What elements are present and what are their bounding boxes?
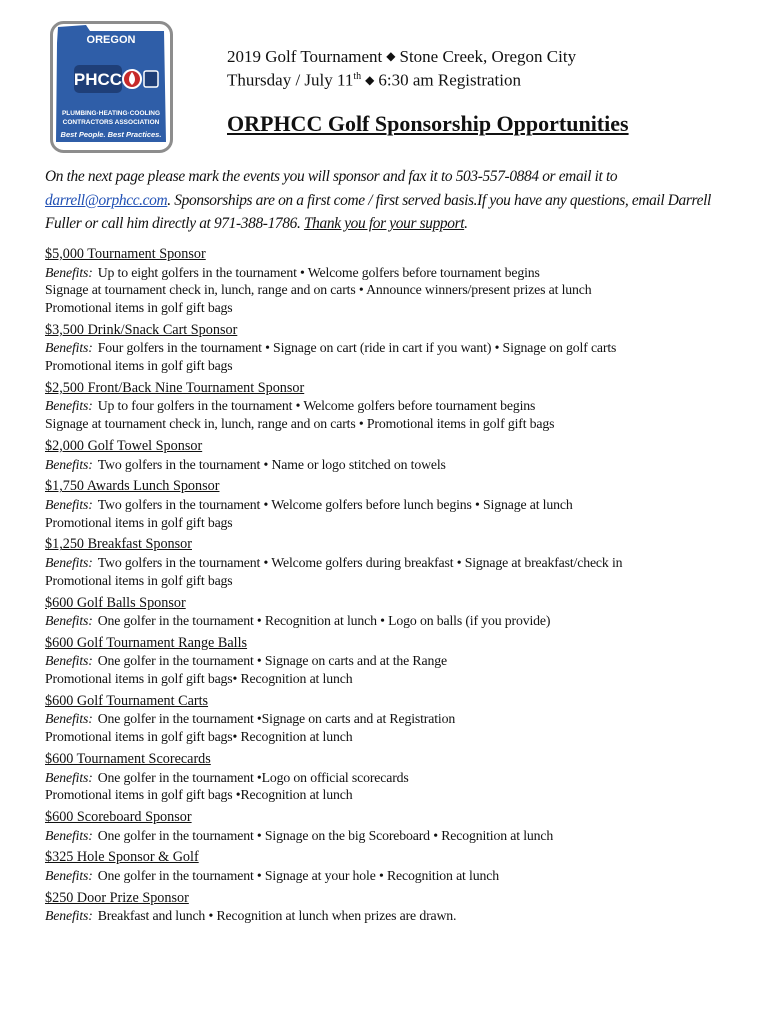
sponsor-benefits: [45, 827, 745, 845]
intro-paragraph: [45, 165, 735, 236]
benefits-label: Benefits:: [45, 827, 93, 843]
sponsor-benefit-continued: Promotional items in golf gift bags: [45, 514, 233, 530]
sponsor-benefits: [45, 652, 745, 670]
benefits-text: One golfer in the tournament • Recognition at lunch • Logo on balls (if you provide): [97, 613, 551, 629]
benefits-label: Benefits:: [45, 613, 93, 629]
sponsor-entry: [45, 809, 745, 844]
sponsor-benefits: [45, 456, 745, 474]
sponsor-entry: [45, 478, 745, 531]
sponsor-title: $600 Tournament Scorecards: [45, 751, 211, 768]
sponsor-entry: [45, 595, 745, 630]
sponsor-benefit-continued: Promotional items in golf gift bags• Recognition at lunch: [45, 671, 353, 687]
sponsor-benefit-continued: Signage at tournament check in, lunch, range and on carts • Promotional items in golf gift bags: [45, 416, 555, 432]
event-location: Stone Creek, Oregon City: [399, 47, 577, 66]
sponsor-entry: [45, 751, 745, 804]
sponsor-benefits: [45, 867, 745, 885]
sponsor-benefits: [45, 397, 745, 415]
event-date: Thursday / July 11: [227, 70, 354, 90]
sponsor-title: $3,500 Drink/Snack Cart Sponsor: [45, 321, 238, 338]
sponsor-entry: [45, 438, 745, 473]
benefits-text: One golfer in the tournament • Signage at your hole • Recognition at lunch: [97, 867, 499, 883]
benefits-text: One golfer in the tournament •Logo on official scorecards: [97, 769, 409, 785]
benefits-text: Two golfers in the tournament • Name or logo stitched on towels: [97, 456, 446, 472]
diamond-bullet-icon: ◆: [365, 72, 375, 87]
benefits-text: Two golfers in the tournament • Welcome golfers during breakfast • Signage at breakfast/check in: [97, 554, 623, 570]
sponsor-benefit-continued: Promotional items in golf gift bags: [45, 358, 233, 374]
sponsor-benefit-continued: Promotional items in golf gift bags: [45, 572, 233, 588]
intro-text-3: Fuller or call him directly at 971-388-1786.: [45, 215, 301, 232]
diamond-bullet-icon: ◆: [386, 49, 396, 63]
logo-org-line2: CONTRACTORS ASSOCIATION: [62, 119, 160, 126]
benefits-text: Four golfers in the tournament • Signage on cart (ride in cart if you want) • Signage on golf carts: [97, 340, 617, 356]
sponsor-title: $2,000 Golf Towel Sponsor: [45, 438, 203, 455]
sponsor-benefits: [45, 907, 745, 925]
benefits-label: Benefits:: [45, 340, 93, 356]
sponsor-title: $5,000 Tournament Sponsor: [45, 246, 206, 262]
sponsor-benefit-continued: Signage at tournament check in, lunch, range and on carts • Announce winners/present prizes at lunch: [45, 282, 592, 298]
sponsor-benefits: [45, 264, 745, 282]
sponsor-entry: [45, 849, 745, 884]
intro-text-2: . Sponsorships are on a first come / first served basis.If you have any questions, email Darrell: [167, 191, 711, 209]
logo-org-line1: PLUMBING·HEATING·COOLING: [61, 110, 161, 117]
sponsor-title: $600 Golf Balls Sponsor: [45, 594, 186, 611]
sponsor-benefits: [45, 612, 745, 630]
sponsor-entry: [45, 635, 745, 688]
logo-state-label: OREGON: [86, 34, 136, 46]
event-date-suffix: th: [353, 71, 362, 82]
intro-text-1: On the next page please mark the events you will sponsor and fax it to 503-557-0884 or email it to: [45, 168, 618, 185]
sponsor-benefits: [45, 496, 745, 514]
page-title: ORPHCC Golf Sponsorship Opportunities: [227, 110, 629, 136]
benefits-label: Benefits:: [45, 653, 93, 669]
sponsor-list: [45, 246, 745, 930]
sponsor-benefits: [45, 554, 745, 572]
benefits-label: Benefits:: [45, 711, 93, 727]
event-line: [227, 46, 747, 67]
benefits-label: Benefits:: [45, 867, 93, 883]
sponsor-title: $600 Golf Tournament Range Balls: [45, 634, 248, 651]
orphcc-logo: [50, 21, 173, 153]
sponsor-entry: [45, 380, 745, 433]
document-header: [227, 46, 747, 137]
benefits-label: Benefits:: [45, 456, 93, 472]
benefits-label: Benefits:: [45, 908, 93, 924]
sponsor-entry: [45, 246, 745, 317]
sponsor-benefit-continued: Promotional items in golf gift bags: [45, 300, 233, 316]
benefits-label: Benefits:: [45, 769, 93, 785]
sponsor-benefit-continued: Promotional items in golf gift bags •Recognition at lunch: [45, 787, 353, 803]
thank-you-text: Thank you for your support: [303, 215, 465, 232]
sponsor-entry: [45, 693, 745, 746]
email-link[interactable]: darrell@orphcc.com: [45, 191, 168, 209]
sponsor-title: $1,250 Breakfast Sponsor: [45, 536, 192, 553]
benefits-text: One golfer in the tournament •Signage on carts and at Registration: [97, 711, 456, 727]
logo-acronym: PHCC: [73, 70, 123, 89]
sponsor-benefits: [45, 769, 745, 787]
sponsor-title: $600 Scoreboard Sponsor: [45, 809, 192, 826]
benefits-label: Benefits:: [45, 554, 93, 570]
sponsor-benefits: [45, 710, 745, 728]
sponsor-title: $600 Golf Tournament Carts: [45, 692, 209, 709]
benefits-text: Breakfast and lunch • Recognition at lunch when prizes are drawn.: [97, 908, 457, 924]
sponsor-title: $2,500 Front/Back Nine Tournament Sponsor: [45, 379, 305, 396]
logo-tagline: Best People. Best Practices.: [60, 130, 162, 139]
event-name: 2019 Golf Tournament: [227, 47, 383, 66]
sponsor-benefit-continued: Promotional items in golf gift bags• Recognition at lunch: [45, 729, 353, 745]
sponsor-entry: [45, 536, 745, 589]
sponsor-title: $325 Hole Sponsor & Golf: [45, 849, 199, 866]
sponsor-title: $250 Door Prize Sponsor: [45, 889, 189, 906]
benefits-label: Benefits:: [45, 398, 93, 414]
benefits-text: One golfer in the tournament • Signage on the big Scoreboard • Recognition at lunch: [97, 827, 554, 843]
sponsor-title: $1,750 Awards Lunch Sponsor: [45, 478, 220, 495]
benefits-text: Two golfers in the tournament • Welcome golfers before lunch begins • Signage at lunch: [97, 496, 573, 512]
intro-end: .: [464, 215, 468, 232]
benefits-text: One golfer in the tournament • Signage on carts and at the Range: [97, 653, 447, 669]
sponsor-entry: [45, 322, 745, 375]
benefits-text: Up to eight golfers in the tournament • Welcome golfers before tournament begins: [97, 264, 540, 280]
benefits-text: Up to four golfers in the tournament • Welcome golfers before tournament begins: [97, 398, 536, 414]
oregon-state-shape-icon: [50, 21, 173, 153]
benefits-label: Benefits:: [45, 496, 93, 512]
sponsor-entry: [45, 890, 745, 925]
sponsor-benefits: [45, 339, 745, 357]
benefits-label: Benefits:: [45, 264, 93, 280]
registration-time: 6:30 am Registration: [378, 70, 521, 90]
date-line: [227, 67, 747, 91]
